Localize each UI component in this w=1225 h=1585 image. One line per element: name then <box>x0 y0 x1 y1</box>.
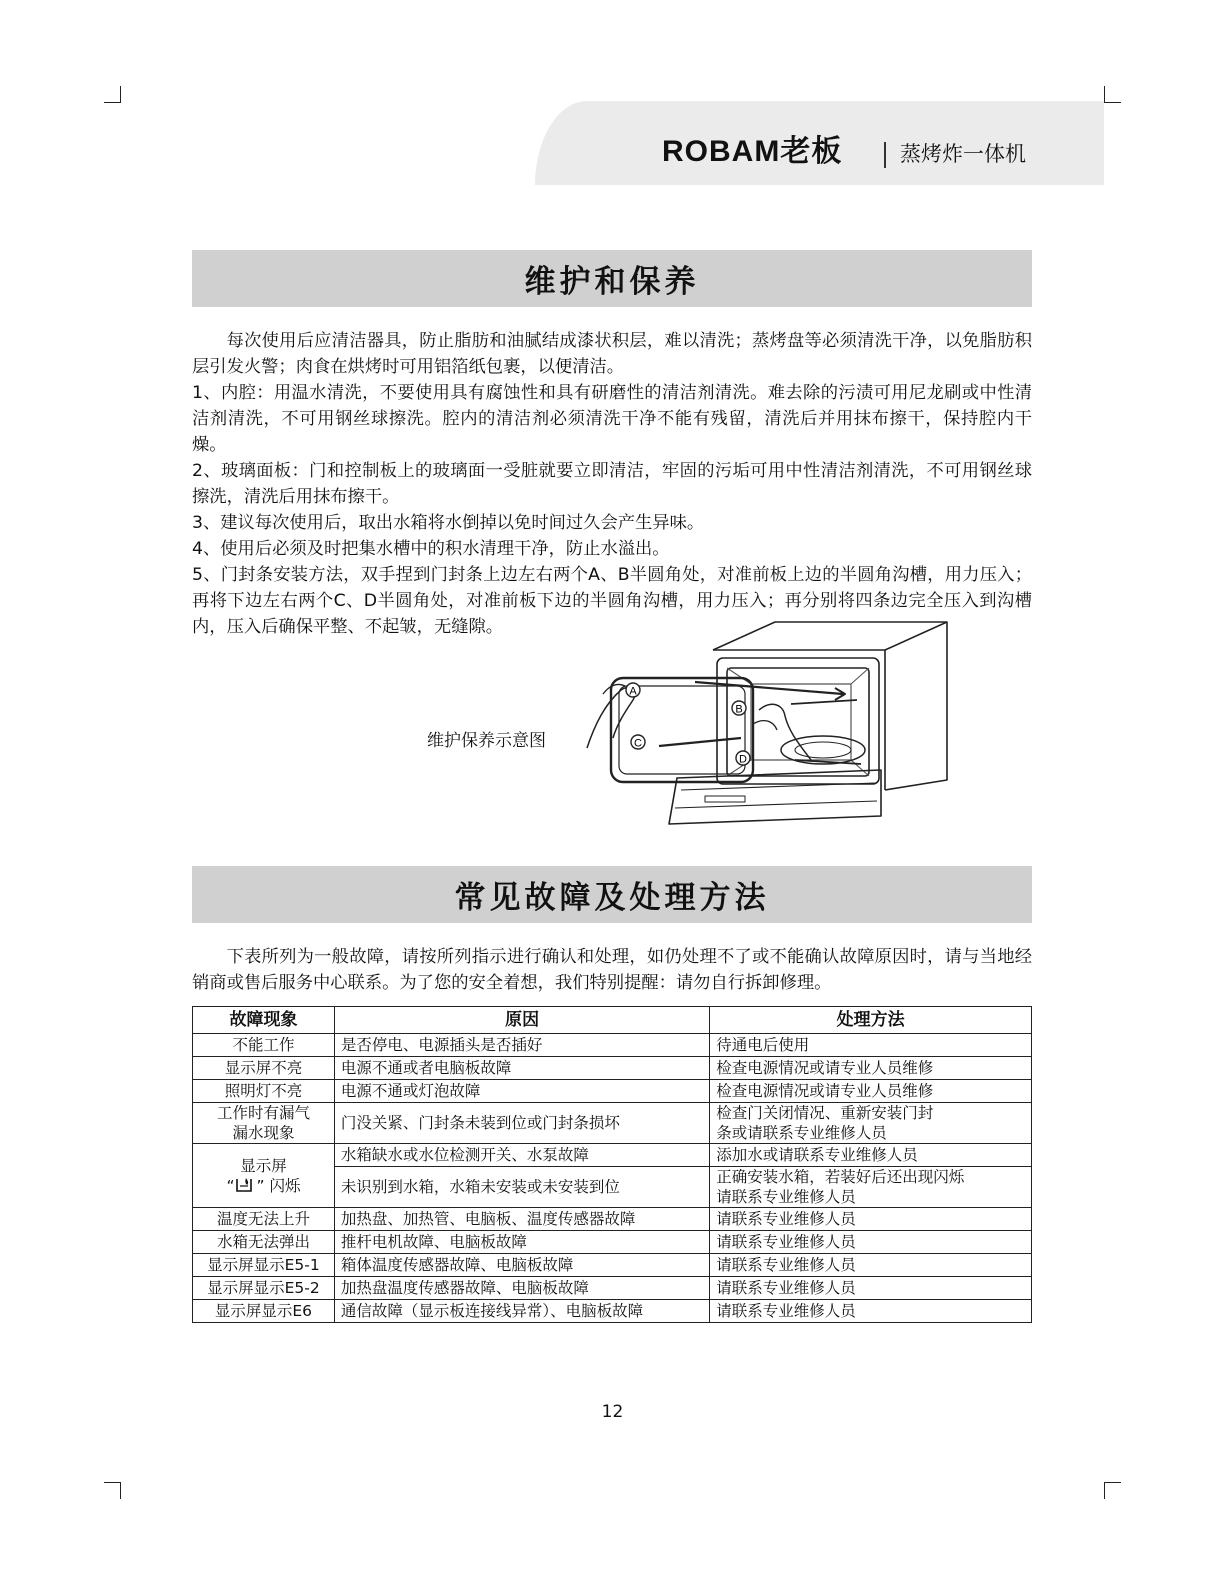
symptom-line: 漏水现象 <box>232 1124 295 1142</box>
cause-cell: 电源不通或灯泡故障 <box>334 1080 709 1103</box>
maintenance-item-5: 5、门封条安装方法，双手捏到门封条上边左右两个A、B半圆角处，对准前板上边的半圆角沟槽，用力压入；再将下边左右两个C、D半圆角处，对准前板下边的半圆角沟槽，用力压入；再分别将四条边完全压入到沟槽内，压入后确保平整、不起皱，无缝隙。 <box>192 565 1032 637</box>
faults-intro: 下表所列为一般故障，请按所列指示进行确认和处理，如仍处理不了或不能确认故障原因时，请与当地经销商或售后服务中心联系。为了您的安全着想，我们特别提醒：请勿自行拆卸修理。 <box>192 947 1032 993</box>
maintenance-item-4: 4、使用后必须及时把集水槽中的积水清理干净，防止水溢出。 <box>192 539 670 559</box>
maintenance-title: 维护和保养 <box>524 264 700 300</box>
seal-label-a <box>626 683 640 698</box>
maintenance-title-bar <box>192 250 1032 307</box>
fault-table <box>192 1006 1032 1323</box>
symptom-line: 工作时有漏气 <box>216 1104 310 1122</box>
fix-cell <box>710 1103 1032 1144</box>
seal-label-b <box>732 701 746 716</box>
faults-title: 常见故障及处理方法 <box>454 880 770 916</box>
table-row <box>193 1231 1032 1254</box>
crop-mark-bottom-right <box>1104 1482 1121 1499</box>
table-row <box>193 1144 1032 1167</box>
symptom-cell <box>193 1144 335 1208</box>
symptom-cell: 水箱无法弹出 <box>193 1231 335 1254</box>
header-cause: 原因 <box>334 1007 709 1034</box>
table-row <box>193 1300 1032 1323</box>
symptom-cell <box>193 1103 335 1144</box>
cause-cell: 加热盘温度传感器故障、电脑板故障 <box>334 1277 709 1300</box>
maintenance-item-3: 3、建议每次使用后，取出水箱将水倒掉以免时间过久会产生异味。 <box>192 513 705 533</box>
maintenance-item-1: 1、内腔：用温水清洗，不要使用具有腐蚀性和具有研磨性的清洁剂清洗。难去除的污渍可用尼龙刷或中性清洁剂清洗，不可用钢丝球擦洗。腔内的清洁剂必须清洗干净不能有残留，清洗后并用抹布擦干，保持腔内干燥。 <box>192 383 1032 455</box>
maintenance-item-2: 2、玻璃面板：门和控制板上的玻璃面一受脏就要立即清洁，牢固的污垢可用中性清洁剂清洗，不可用钢丝球擦洗，清洗后用抹布擦干。 <box>192 461 1032 507</box>
crop-mark-bottom-left <box>104 1482 121 1499</box>
symptom-cell: 显示屏显示E5-2 <box>193 1277 335 1300</box>
header-divider <box>884 142 886 168</box>
fix-cell: 请联系专业维修人员 <box>710 1277 1032 1300</box>
fix-cell: 请联系专业维修人员 <box>710 1300 1032 1323</box>
cause-cell: 门没关紧、门封条未装到位或门封条损坏 <box>334 1103 709 1144</box>
cause-cell: 电源不通或者电脑板故障 <box>334 1057 709 1080</box>
fix-cell: 检查电源情况或请专业人员维修 <box>710 1057 1032 1080</box>
table-row <box>193 1103 1032 1144</box>
table-row <box>193 1277 1032 1300</box>
cause-cell: 未识别到水箱，水箱未安装或未安装到位 <box>334 1167 709 1208</box>
page-number: 12 <box>601 1402 624 1422</box>
cause-cell: 推杆电机故障、电脑板故障 <box>334 1231 709 1254</box>
svg-text:D: D <box>739 753 747 766</box>
fix-line: 检查门关闭情况、重新安装门封 <box>716 1104 934 1122</box>
symptom-cell: 温度无法上升 <box>193 1208 335 1231</box>
crop-mark-top-left <box>104 86 121 103</box>
fix-cell: 待通电后使用 <box>710 1034 1032 1057</box>
symptom-cell: 照明灯不亮 <box>193 1080 335 1103</box>
crop-mark-top-right <box>1104 86 1121 103</box>
brand-logo: ROBAM老板 <box>662 135 843 168</box>
fix-line: 条或请联系专业维修人员 <box>716 1124 887 1142</box>
symptom-cell: 显示屏显示E5-1 <box>193 1254 335 1277</box>
svg-text:C: C <box>634 737 642 750</box>
table-row <box>193 1080 1032 1103</box>
table-row <box>193 1034 1032 1057</box>
symptom-cell: 显示屏不亮 <box>193 1057 335 1080</box>
table-row <box>193 1254 1032 1277</box>
cause-cell: 加热盘、加热管、电脑板、温度传感器故障 <box>334 1208 709 1231</box>
fix-cell <box>710 1167 1032 1208</box>
symptom-cell: 不能工作 <box>193 1034 335 1057</box>
symptom-line: 显示屏 <box>240 1156 287 1175</box>
fix-cell: 请联系专业维修人员 <box>710 1254 1032 1277</box>
maintenance-intro: 每次使用后应清洁器具，防止脂肪和油腻结成漆状积层，难以清洗；蒸烤盘等必须清洗干净，以免脂肪积层引发火警；肉食在烘烤时可用铝箔纸包裹，以便清洁。 <box>192 331 1032 377</box>
fix-cell: 检查电源情况或请专业人员维修 <box>710 1080 1032 1103</box>
cause-cell: 通信故障（显示板连接线异常）、电脑板故障 <box>334 1300 709 1323</box>
fault-table-header <box>193 1007 1032 1034</box>
svg-text:A: A <box>629 685 637 698</box>
symptom-cell: 显示屏显示E6 <box>193 1300 335 1323</box>
cause-cell: 水箱缺水或水位检测开关、水泵故障 <box>334 1144 709 1167</box>
table-row <box>193 1208 1032 1231</box>
svg-text:B: B <box>735 703 743 716</box>
seal-label-c <box>631 735 645 750</box>
header-symptom: 故障现象 <box>193 1007 335 1034</box>
figure-caption: 维护保养示意图 <box>427 731 546 751</box>
oven-maintenance-diagram <box>585 620 965 840</box>
cause-cell: 是否停电、电源插头是否插好 <box>334 1034 709 1057</box>
fix-cell: 请联系专业维修人员 <box>710 1231 1032 1254</box>
symptom-line: “ ” 闪烁 <box>226 1176 301 1195</box>
seal-label-d <box>736 751 750 766</box>
fix-cell: 添加水或请联系专业维修人员 <box>710 1144 1032 1167</box>
faults-title-bar <box>192 866 1032 923</box>
table-row <box>193 1057 1032 1080</box>
water-tank-icon <box>234 1176 256 1194</box>
header-fix: 处理方法 <box>710 1007 1032 1034</box>
fix-line: 正确安装水箱，若装好后还出现闪烁 <box>716 1168 965 1186</box>
fix-line: 请联系专业维修人员 <box>716 1188 856 1206</box>
fix-cell: 请联系专业维修人员 <box>710 1208 1032 1231</box>
cause-cell: 箱体温度传感器故障、电脑板故障 <box>334 1254 709 1277</box>
product-name: 蒸烤炸一体机 <box>900 142 1026 166</box>
